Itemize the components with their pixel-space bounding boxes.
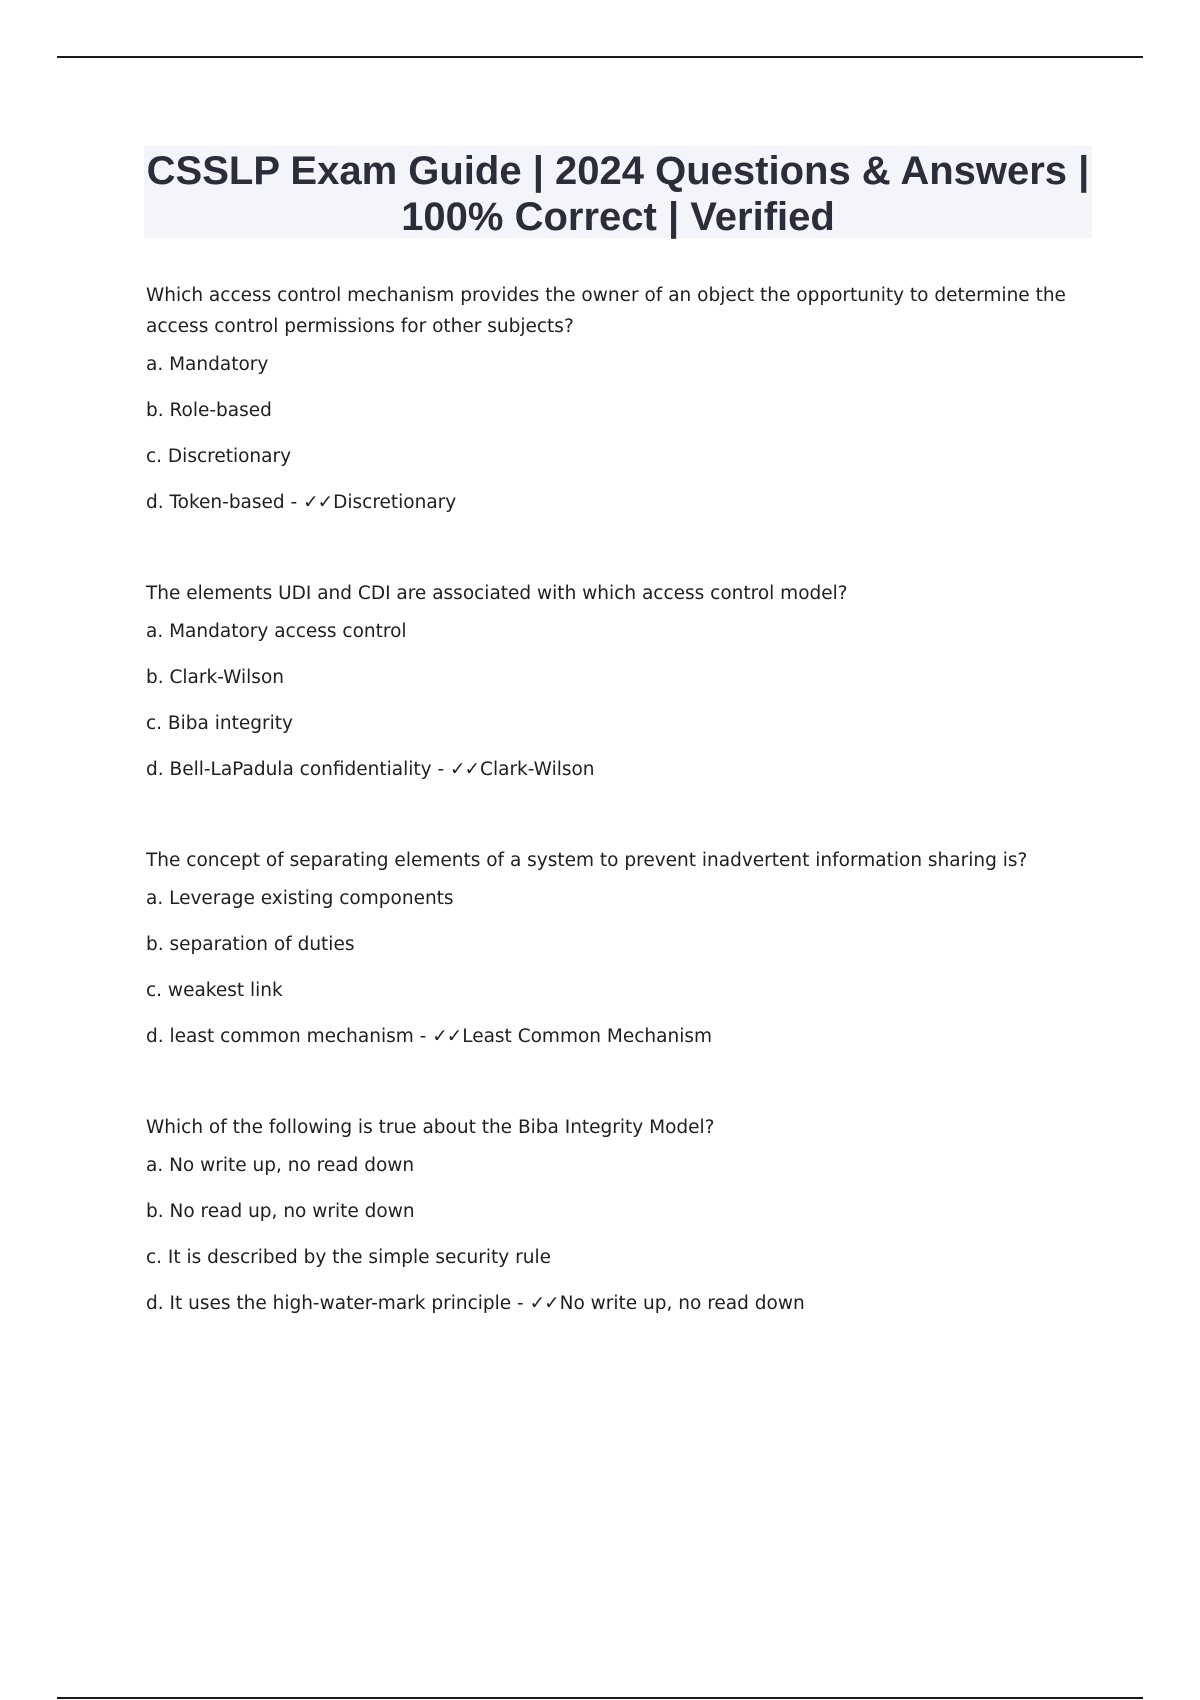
question-1 <box>146 280 1086 514</box>
option-d: d. It uses the high-water-mark principle - <box>146 1293 530 1314</box>
option-d: d. least common mechanism - <box>146 1026 433 1047</box>
option-c: c. weakest link <box>146 980 283 1001</box>
bottom-rule <box>57 1697 1143 1699</box>
option-d-with-answer <box>146 1026 1086 1048</box>
option-d-with-answer <box>146 1293 1086 1315</box>
option-a: a. No write up, no read down <box>146 1155 415 1176</box>
double-check-icon: ✓✓ <box>529 1293 559 1314</box>
question-text: Which of the following is true about the Biba Integrity Model? <box>146 1117 715 1138</box>
question-3 <box>146 845 1086 1048</box>
option-c: c. Biba integrity <box>146 713 293 734</box>
option-c: c. Discretionary <box>146 446 292 467</box>
question-2 <box>146 578 1086 781</box>
answer-text: No write up, no read down <box>559 1293 805 1314</box>
double-check-icon: ✓✓ <box>432 1026 462 1047</box>
question-text: The elements UDI and CDI are associated with which access control model? <box>146 583 848 604</box>
answer-text: Discretionary <box>333 492 457 513</box>
title-banner <box>144 146 1092 238</box>
question-text: Which access control mechanism provides the owner of an object the opportunity to determine the access control permissions for other subjects? <box>146 285 1066 337</box>
page-title: CSSLP Exam Guide | 2024 Questions & Answers | 100% Correct | Verified <box>146 149 1090 239</box>
option-a: a. Leverage existing components <box>146 888 454 909</box>
option-a: a. Mandatory access control <box>146 621 407 642</box>
double-check-icon: ✓✓ <box>303 492 333 513</box>
option-d-with-answer <box>146 759 1086 781</box>
option-d-with-answer <box>146 492 1086 514</box>
option-d: d. Bell-LaPadula confidentiality - <box>146 759 451 780</box>
option-b: b. No read up, no write down <box>146 1201 415 1222</box>
answer-text: Least Common Mechanism <box>462 1026 712 1047</box>
option-b: b. separation of duties <box>146 934 355 955</box>
question-list <box>146 280 1086 1379</box>
option-a: a. Mandatory <box>146 354 269 375</box>
option-b: b. Role-based <box>146 400 272 421</box>
question-4 <box>146 1112 1086 1315</box>
option-d: d. Token-based - <box>146 492 304 513</box>
answer-text: Clark-Wilson <box>480 759 595 780</box>
question-text: The concept of separating elements of a system to prevent inadvertent information sharing is? <box>146 850 1028 871</box>
option-c: c. It is described by the simple security rule <box>146 1247 551 1268</box>
double-check-icon: ✓✓ <box>450 759 480 780</box>
top-rule <box>57 56 1143 58</box>
option-b: b. Clark-Wilson <box>146 667 284 688</box>
